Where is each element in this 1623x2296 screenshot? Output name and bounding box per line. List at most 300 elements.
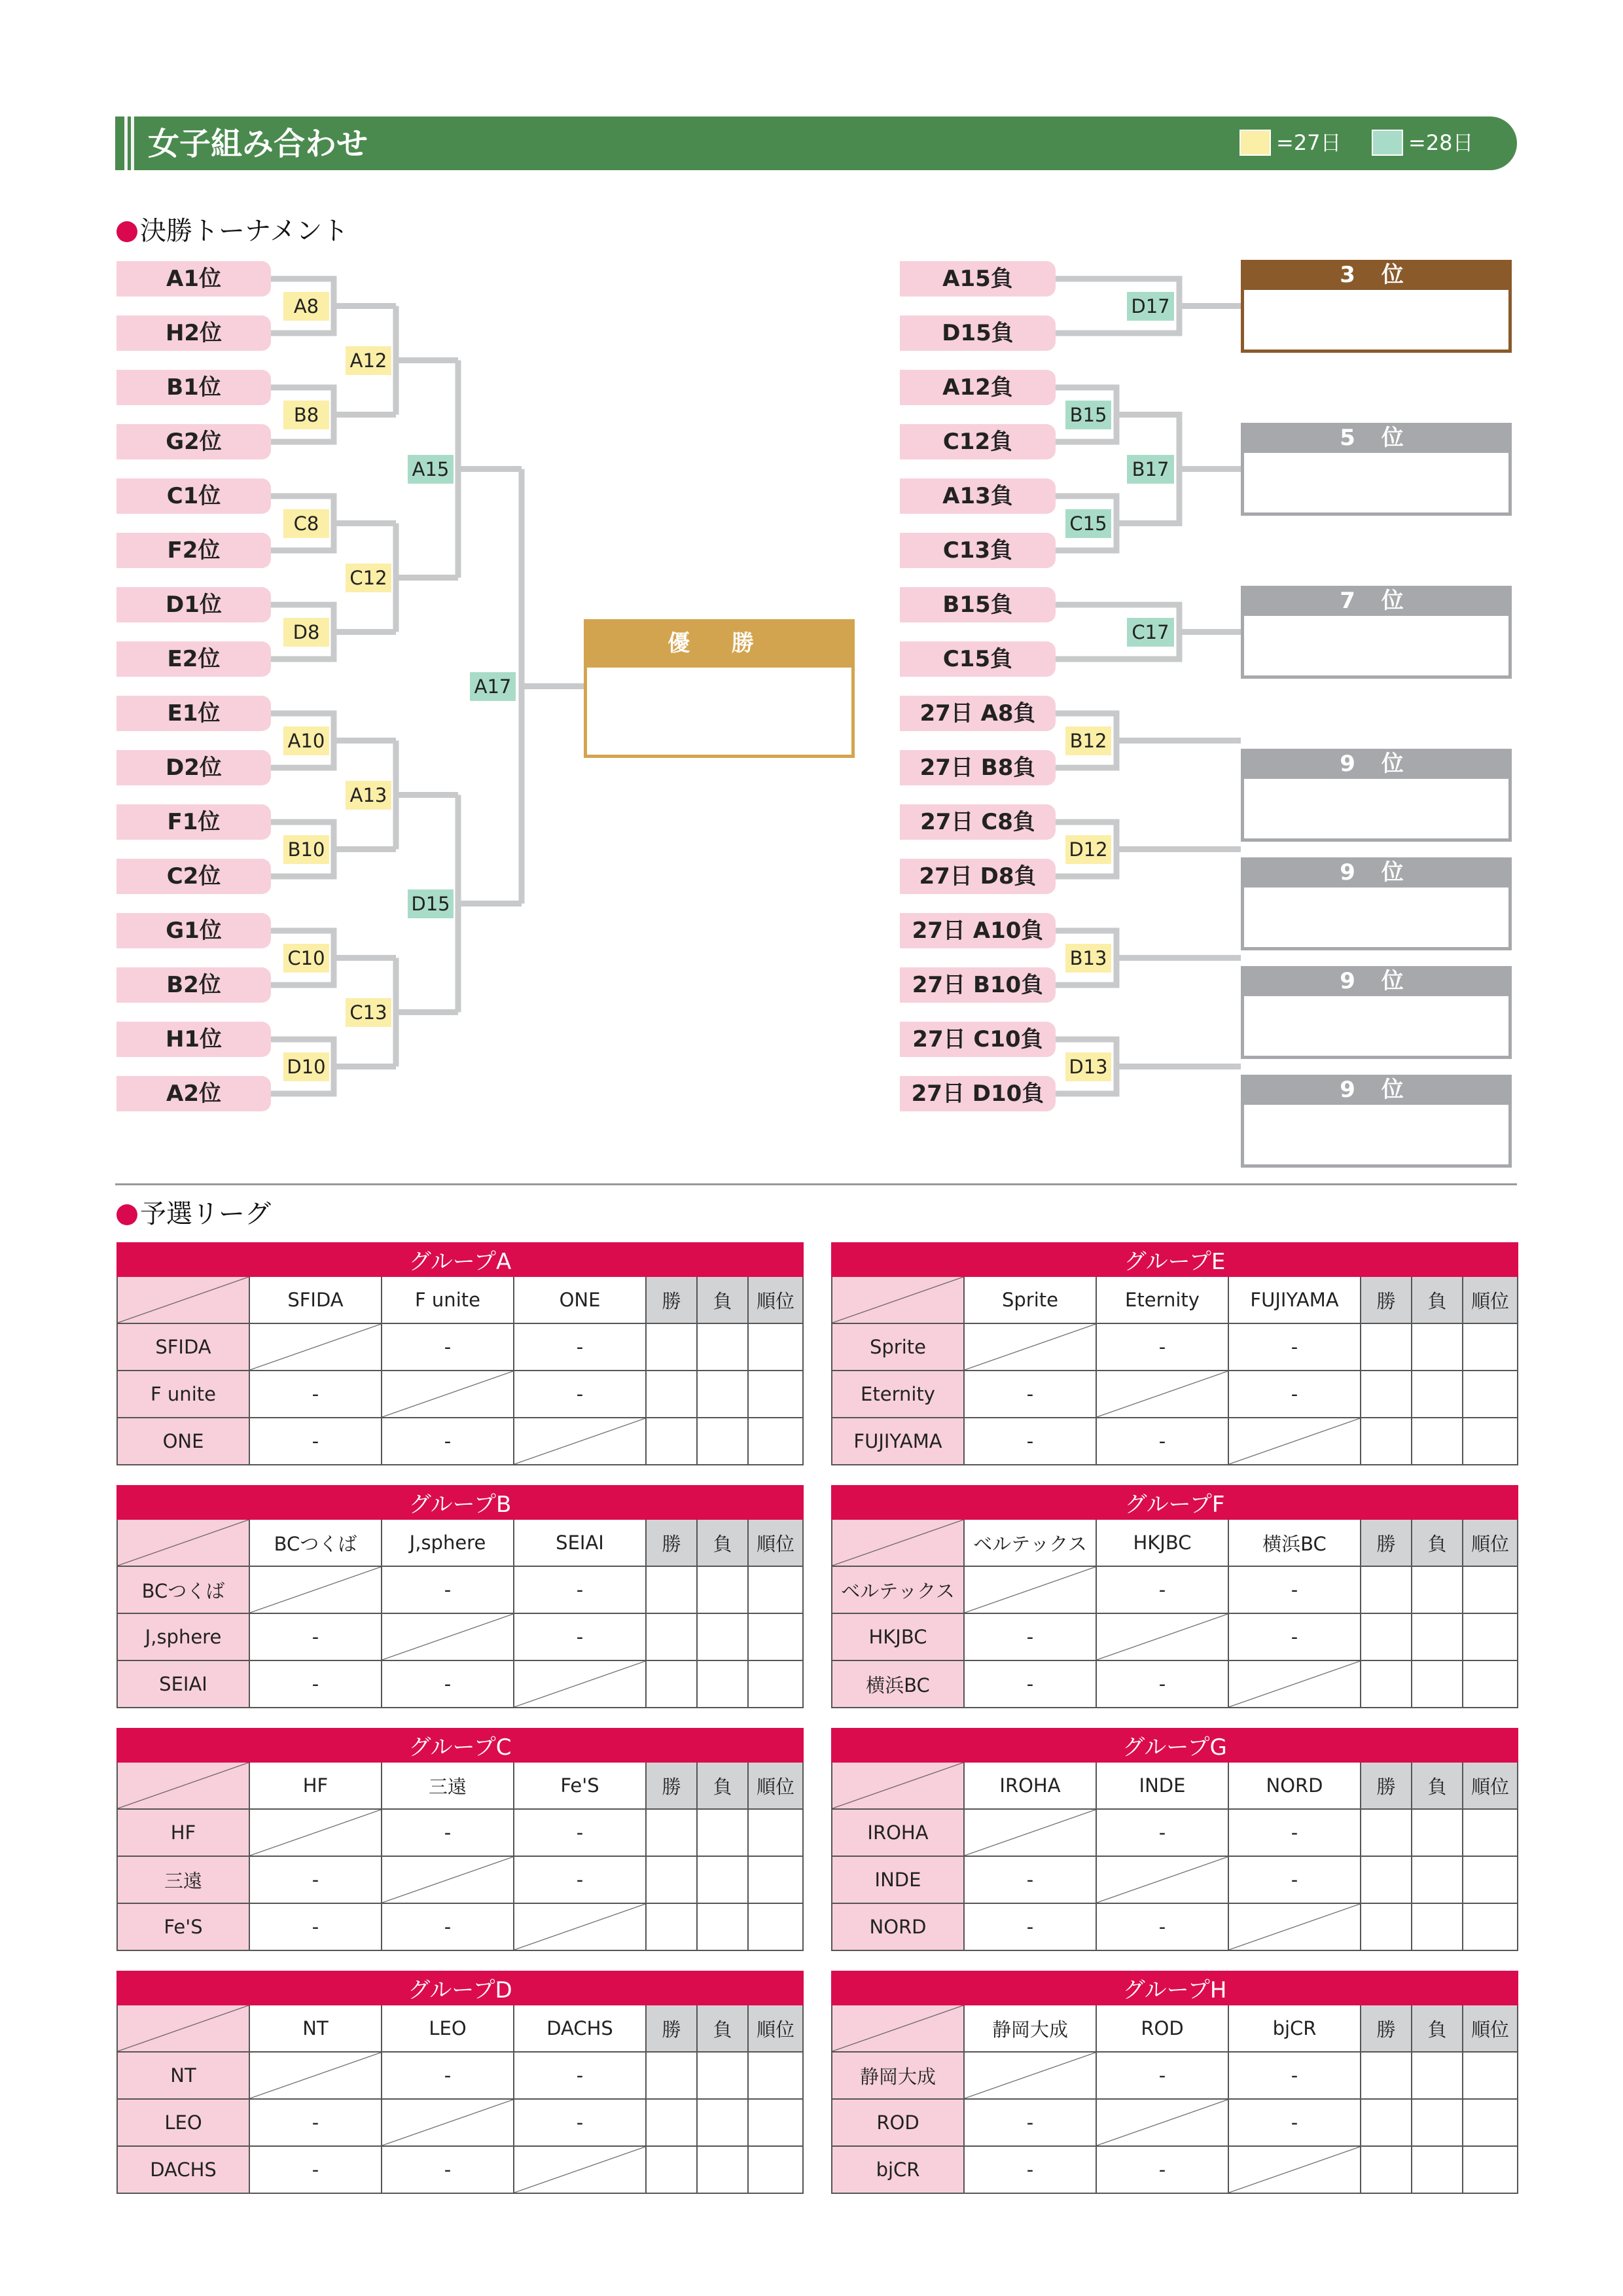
self-match-cell bbox=[249, 1566, 382, 1613]
match-label: C8 bbox=[283, 509, 329, 538]
row-team: Sprite bbox=[832, 1323, 964, 1371]
match-label: A12 bbox=[346, 346, 391, 375]
table-row bbox=[117, 1856, 803, 1903]
match-label: B15 bbox=[1065, 401, 1111, 429]
stat-cell bbox=[1412, 2052, 1463, 2099]
self-match-cell bbox=[1096, 1856, 1228, 1903]
seed-entry: E2位 bbox=[116, 641, 271, 677]
match-label: C10 bbox=[283, 944, 329, 973]
stat-header: 勝 bbox=[646, 1519, 697, 1566]
match-label: B13 bbox=[1065, 944, 1111, 973]
result-cell: - bbox=[249, 1903, 382, 1950]
stat-cell bbox=[1412, 1613, 1463, 1660]
stat-header: 順位 bbox=[1463, 1519, 1518, 1566]
stat-header: 負 bbox=[1412, 1762, 1463, 1809]
result-cell: - bbox=[964, 2146, 1096, 2193]
column-team: bjCR bbox=[1228, 2005, 1361, 2052]
stat-cell bbox=[697, 1566, 748, 1613]
placement-entry: B15負 bbox=[900, 587, 1056, 622]
result-cell: - bbox=[514, 2052, 646, 2099]
stat-cell bbox=[697, 1809, 748, 1856]
self-match-cell bbox=[1096, 1371, 1228, 1418]
placement-entry: D15負 bbox=[900, 315, 1056, 351]
league-heading-text: 予選リーグ bbox=[140, 1199, 271, 1229]
column-team: DACHS bbox=[514, 2005, 646, 2052]
table-row bbox=[832, 1660, 1518, 1708]
stat-header: 負 bbox=[697, 1762, 748, 1809]
stat-header: 負 bbox=[1412, 1276, 1463, 1323]
placement-entry: 27日 D8負 bbox=[900, 859, 1056, 894]
row-team: NORD bbox=[832, 1903, 964, 1950]
placement-entry: A13負 bbox=[900, 478, 1056, 514]
result-cell: - bbox=[382, 1809, 514, 1856]
stat-cell bbox=[697, 1856, 748, 1903]
league-table bbox=[831, 1485, 1518, 1708]
column-team: J,sphere bbox=[382, 1519, 514, 1566]
result-cell: - bbox=[1096, 2146, 1228, 2193]
stat-cell bbox=[1463, 1903, 1518, 1950]
stat-cell bbox=[748, 1323, 803, 1371]
league-table bbox=[116, 1485, 804, 1708]
stat-cell bbox=[1412, 1371, 1463, 1418]
result-cell: - bbox=[382, 1323, 514, 1371]
stat-cell bbox=[1463, 2052, 1518, 2099]
column-team: 静岡大成 bbox=[964, 2005, 1096, 2052]
table-row bbox=[117, 1903, 803, 1950]
result-cell: - bbox=[964, 1418, 1096, 1465]
row-team: HF bbox=[117, 1809, 249, 1856]
result-cell: - bbox=[382, 1566, 514, 1613]
row-team: HKJBC bbox=[832, 1613, 964, 1660]
result-cell: - bbox=[382, 1903, 514, 1950]
stat-cell bbox=[1412, 2099, 1463, 2146]
table-row bbox=[117, 1371, 803, 1418]
stat-cell bbox=[1412, 1566, 1463, 1613]
placement-entry: 27日 B8負 bbox=[900, 750, 1056, 785]
seed-entry: F2位 bbox=[116, 533, 271, 568]
self-match-cell bbox=[382, 2099, 514, 2146]
stat-cell bbox=[1361, 1323, 1412, 1371]
result-cell: - bbox=[1228, 1613, 1361, 1660]
stat-cell bbox=[1463, 1418, 1518, 1465]
result-cell: - bbox=[382, 1418, 514, 1465]
result-cell: - bbox=[514, 1566, 646, 1613]
column-team: ROD bbox=[1096, 2005, 1228, 2052]
result-cell: - bbox=[514, 1323, 646, 1371]
self-match-cell bbox=[964, 1566, 1096, 1613]
stat-cell bbox=[1361, 1613, 1412, 1660]
stat-cell bbox=[1361, 1856, 1412, 1903]
stat-cell bbox=[748, 1856, 803, 1903]
table-row bbox=[117, 1613, 803, 1660]
champion-box bbox=[584, 619, 855, 758]
result-cell: - bbox=[249, 2099, 382, 2146]
section-divider bbox=[115, 1183, 1517, 1185]
row-team: 横浜BC bbox=[832, 1660, 964, 1708]
placement-entry: A15負 bbox=[900, 261, 1056, 296]
seed-entry: B1位 bbox=[116, 370, 271, 405]
row-team: J,sphere bbox=[117, 1613, 249, 1660]
column-team: HKJBC bbox=[1096, 1519, 1228, 1566]
table-row bbox=[117, 1323, 803, 1371]
result-cell: - bbox=[249, 1371, 382, 1418]
league-table bbox=[831, 1728, 1518, 1951]
row-team: INDE bbox=[832, 1856, 964, 1903]
rank-box bbox=[1241, 586, 1512, 679]
placement-entry: 27日 A10負 bbox=[900, 913, 1056, 948]
column-team: 横浜BC bbox=[1228, 1519, 1361, 1566]
result-cell: - bbox=[964, 1660, 1096, 1708]
table-row bbox=[832, 1323, 1518, 1371]
stat-cell bbox=[697, 1613, 748, 1660]
seed-entry: C2位 bbox=[116, 859, 271, 894]
stat-cell bbox=[1463, 2099, 1518, 2146]
table-row bbox=[117, 1660, 803, 1708]
column-team: Sprite bbox=[964, 1276, 1096, 1323]
column-team: Fe'S bbox=[514, 1762, 646, 1809]
stat-header: 勝 bbox=[646, 1762, 697, 1809]
rank-box bbox=[1241, 423, 1512, 516]
result-cell: - bbox=[964, 1613, 1096, 1660]
placement-entry: 27日 B10負 bbox=[900, 967, 1056, 1003]
result-cell: - bbox=[249, 1418, 382, 1465]
self-match-cell bbox=[1228, 1903, 1361, 1950]
legend-label-27: =27日 bbox=[1276, 130, 1342, 155]
table-row bbox=[832, 1856, 1518, 1903]
stat-cell bbox=[1361, 1809, 1412, 1856]
match-label: B17 bbox=[1127, 455, 1174, 484]
stat-header: 負 bbox=[1412, 1519, 1463, 1566]
stat-cell bbox=[1412, 2146, 1463, 2193]
stat-cell bbox=[1463, 1566, 1518, 1613]
self-match-cell bbox=[249, 2052, 382, 2099]
result-cell: - bbox=[1096, 2052, 1228, 2099]
group-title: グループE bbox=[832, 1243, 1518, 1276]
stat-cell bbox=[1412, 1856, 1463, 1903]
self-match-cell bbox=[382, 1371, 514, 1418]
match-label: B10 bbox=[283, 835, 329, 864]
result-cell: - bbox=[514, 1613, 646, 1660]
self-match-cell bbox=[1096, 1613, 1228, 1660]
self-match-cell bbox=[1228, 1660, 1361, 1708]
table-row bbox=[832, 2052, 1518, 2099]
stat-cell bbox=[697, 1418, 748, 1465]
seed-entry: A1位 bbox=[116, 261, 271, 296]
match-label: C13 bbox=[346, 998, 391, 1027]
self-match-cell bbox=[514, 1660, 646, 1708]
stat-cell bbox=[748, 2146, 803, 2193]
result-cell: - bbox=[249, 1613, 382, 1660]
legend-label-28: =28日 bbox=[1408, 130, 1474, 155]
table-row bbox=[117, 2146, 803, 2193]
column-team: NORD bbox=[1228, 1762, 1361, 1809]
stat-cell bbox=[1463, 2146, 1518, 2193]
result-cell: - bbox=[1228, 1371, 1361, 1418]
placement-entry: C15負 bbox=[900, 641, 1056, 677]
group-title: グループC bbox=[117, 1729, 803, 1762]
result-cell: - bbox=[382, 2146, 514, 2193]
seed-entry: C1位 bbox=[116, 478, 271, 514]
column-team: SEIAI bbox=[514, 1519, 646, 1566]
result-cell: - bbox=[514, 1371, 646, 1418]
row-team: SFIDA bbox=[117, 1323, 249, 1371]
stat-header: 負 bbox=[697, 1276, 748, 1323]
self-match-cell bbox=[964, 1809, 1096, 1856]
seed-entry: G2位 bbox=[116, 424, 271, 459]
column-team: INDE bbox=[1096, 1762, 1228, 1809]
result-cell: - bbox=[1228, 1566, 1361, 1613]
league-table bbox=[116, 1971, 804, 2194]
champion-title: 優 勝 bbox=[584, 619, 855, 668]
stat-header: 順位 bbox=[748, 1762, 803, 1809]
match-label: C15 bbox=[1065, 509, 1111, 538]
tournament-heading-text: 決勝トーナメント bbox=[140, 216, 349, 246]
stat-cell bbox=[697, 2099, 748, 2146]
stat-header: 勝 bbox=[1361, 1276, 1412, 1323]
stat-cell bbox=[646, 1809, 697, 1856]
stat-cell bbox=[748, 1371, 803, 1418]
stat-cell bbox=[748, 2052, 803, 2099]
self-match-cell bbox=[382, 1856, 514, 1903]
table-corner bbox=[832, 2005, 964, 2052]
stat-cell bbox=[646, 2146, 697, 2193]
stat-header: 順位 bbox=[748, 2005, 803, 2052]
stat-header: 順位 bbox=[1463, 1762, 1518, 1809]
group-title: グループB bbox=[117, 1486, 803, 1519]
row-team: ROD bbox=[832, 2099, 964, 2146]
stat-cell bbox=[1361, 1660, 1412, 1708]
row-team: Fe'S bbox=[117, 1903, 249, 1950]
stat-cell bbox=[646, 1371, 697, 1418]
result-cell: - bbox=[249, 1856, 382, 1903]
seed-entry: A2位 bbox=[116, 1076, 271, 1111]
group-title: グループG bbox=[832, 1729, 1518, 1762]
table-corner bbox=[832, 1519, 964, 1566]
stat-header: 勝 bbox=[1361, 1762, 1412, 1809]
placement-entry: 27日 C10負 bbox=[900, 1022, 1056, 1057]
stat-cell bbox=[748, 1418, 803, 1465]
placement-entry: C13負 bbox=[900, 533, 1056, 568]
rank-box bbox=[1241, 1075, 1512, 1168]
stat-cell bbox=[1361, 1418, 1412, 1465]
column-team: F unite bbox=[382, 1276, 514, 1323]
column-team: BCつくば bbox=[249, 1519, 382, 1566]
result-cell: - bbox=[514, 1809, 646, 1856]
match-label: A10 bbox=[283, 726, 329, 755]
stat-cell bbox=[748, 1903, 803, 1950]
result-cell: - bbox=[964, 1903, 1096, 1950]
stat-header: 勝 bbox=[1361, 2005, 1412, 2052]
stat-cell bbox=[646, 1903, 697, 1950]
stat-cell bbox=[1463, 1613, 1518, 1660]
stat-cell bbox=[1463, 1660, 1518, 1708]
rank-title: 3 位 bbox=[1241, 260, 1512, 290]
table-row bbox=[832, 2099, 1518, 2146]
league-table bbox=[831, 1242, 1518, 1465]
row-team: ONE bbox=[117, 1418, 249, 1465]
row-team: ベルテックス bbox=[832, 1566, 964, 1613]
stat-header: 負 bbox=[697, 1519, 748, 1566]
placement-entry: 27日 D10負 bbox=[900, 1076, 1056, 1111]
stat-cell bbox=[1361, 1903, 1412, 1950]
table-corner bbox=[832, 1762, 964, 1809]
stat-cell bbox=[697, 1323, 748, 1371]
self-match-cell bbox=[514, 2146, 646, 2193]
table-row bbox=[832, 1809, 1518, 1856]
table-corner bbox=[117, 1276, 249, 1323]
result-cell: - bbox=[514, 1856, 646, 1903]
row-team: IROHA bbox=[832, 1809, 964, 1856]
rank-box bbox=[1241, 749, 1512, 842]
result-cell: - bbox=[1096, 1323, 1228, 1371]
table-row bbox=[117, 2052, 803, 2099]
league-table bbox=[831, 1971, 1518, 2194]
result-cell: - bbox=[1228, 1856, 1361, 1903]
match-label: C12 bbox=[346, 564, 391, 592]
result-cell: - bbox=[382, 2052, 514, 2099]
rank-title: 9 位 bbox=[1241, 749, 1512, 779]
column-team: HF bbox=[249, 1762, 382, 1809]
row-team: FUJIYAMA bbox=[832, 1418, 964, 1465]
match-label: D12 bbox=[1065, 835, 1111, 864]
rank-title: 9 位 bbox=[1241, 1075, 1512, 1105]
table-corner bbox=[117, 1519, 249, 1566]
column-team: ONE bbox=[514, 1276, 646, 1323]
result-cell: - bbox=[1096, 1809, 1228, 1856]
column-team: LEO bbox=[382, 2005, 514, 2052]
league-table bbox=[116, 1728, 804, 1951]
group-title: グループD bbox=[117, 1971, 803, 2005]
match-label: D15 bbox=[408, 889, 454, 918]
seed-entry: D1位 bbox=[116, 587, 271, 622]
seed-entry: B2位 bbox=[116, 967, 271, 1003]
stat-header: 負 bbox=[697, 2005, 748, 2052]
stat-cell bbox=[748, 2099, 803, 2146]
stat-cell bbox=[646, 1418, 697, 1465]
row-team: Eternity bbox=[832, 1371, 964, 1418]
stat-cell bbox=[1412, 1323, 1463, 1371]
placement-entry: A12負 bbox=[900, 370, 1056, 405]
table-row bbox=[117, 1809, 803, 1856]
placement-entry: C12負 bbox=[900, 424, 1056, 459]
rank-box bbox=[1241, 857, 1512, 950]
stat-cell bbox=[748, 1809, 803, 1856]
match-label: D17 bbox=[1127, 292, 1174, 321]
table-corner bbox=[832, 1276, 964, 1323]
stat-cell bbox=[1361, 2099, 1412, 2146]
stat-cell bbox=[748, 1566, 803, 1613]
stat-header: 負 bbox=[1412, 2005, 1463, 2052]
seed-entry: G1位 bbox=[116, 913, 271, 948]
row-team: LEO bbox=[117, 2099, 249, 2146]
row-team: F unite bbox=[117, 1371, 249, 1418]
stat-cell bbox=[646, 1323, 697, 1371]
self-match-cell bbox=[1228, 2146, 1361, 2193]
table-row bbox=[117, 1566, 803, 1613]
table-row bbox=[832, 1418, 1518, 1465]
match-label: C17 bbox=[1127, 618, 1174, 647]
stat-cell bbox=[748, 1660, 803, 1708]
result-cell: - bbox=[1096, 1566, 1228, 1613]
stat-cell bbox=[646, 1856, 697, 1903]
column-team: 三遠 bbox=[382, 1762, 514, 1809]
stat-cell bbox=[1412, 1809, 1463, 1856]
row-team: DACHS bbox=[117, 2146, 249, 2193]
stat-cell bbox=[748, 1613, 803, 1660]
rank-title: 9 位 bbox=[1241, 966, 1512, 996]
table-row bbox=[832, 1903, 1518, 1950]
league-table bbox=[116, 1242, 804, 1465]
row-team: 静岡大成 bbox=[832, 2052, 964, 2099]
seed-entry: D2位 bbox=[116, 750, 271, 785]
match-label: D13 bbox=[1065, 1052, 1111, 1081]
seed-entry: H1位 bbox=[116, 1022, 271, 1057]
stat-cell bbox=[1361, 2052, 1412, 2099]
result-cell: - bbox=[249, 2146, 382, 2193]
placement-entry: 27日 A8負 bbox=[900, 696, 1056, 731]
column-team: Eternity bbox=[1096, 1276, 1228, 1323]
stat-cell bbox=[1463, 1371, 1518, 1418]
table-row bbox=[832, 1613, 1518, 1660]
match-label: A15 bbox=[408, 455, 454, 484]
group-title: グループA bbox=[117, 1243, 803, 1276]
stat-cell bbox=[697, 1660, 748, 1708]
match-label: D10 bbox=[283, 1052, 329, 1081]
self-match-cell bbox=[382, 1613, 514, 1660]
result-cell: - bbox=[382, 1660, 514, 1708]
column-team: IROHA bbox=[964, 1762, 1096, 1809]
result-cell: - bbox=[514, 2099, 646, 2146]
rank-box bbox=[1241, 260, 1512, 353]
stat-header: 順位 bbox=[1463, 1276, 1518, 1323]
table-row bbox=[832, 1566, 1518, 1613]
stat-cell bbox=[1412, 1903, 1463, 1950]
placement-entry: 27日 C8負 bbox=[900, 804, 1056, 840]
stat-cell bbox=[1463, 1856, 1518, 1903]
stat-cell bbox=[1412, 1418, 1463, 1465]
rank-title: 9 位 bbox=[1241, 857, 1512, 888]
stat-cell bbox=[646, 1660, 697, 1708]
match-label: A8 bbox=[283, 292, 329, 321]
table-row bbox=[117, 1418, 803, 1465]
stat-header: 勝 bbox=[646, 1276, 697, 1323]
self-match-cell bbox=[514, 1903, 646, 1950]
stat-cell bbox=[1361, 1566, 1412, 1613]
stat-header: 順位 bbox=[1463, 2005, 1518, 2052]
self-match-cell bbox=[964, 2052, 1096, 2099]
stat-cell bbox=[697, 1371, 748, 1418]
result-cell: - bbox=[964, 1856, 1096, 1903]
bullet-icon bbox=[116, 1204, 137, 1225]
group-title: グループF bbox=[832, 1486, 1518, 1519]
column-team: FUJIYAMA bbox=[1228, 1276, 1361, 1323]
result-cell: - bbox=[1096, 1903, 1228, 1950]
result-cell: - bbox=[1228, 1809, 1361, 1856]
self-match-cell bbox=[249, 1323, 382, 1371]
stat-cell bbox=[1412, 1660, 1463, 1708]
stat-cell bbox=[697, 1903, 748, 1950]
column-team: NT bbox=[249, 2005, 382, 2052]
league-heading bbox=[116, 1198, 271, 1230]
stat-cell bbox=[1361, 2146, 1412, 2193]
stat-cell bbox=[646, 2052, 697, 2099]
self-match-cell bbox=[964, 1323, 1096, 1371]
seed-entry: F1位 bbox=[116, 804, 271, 840]
table-corner bbox=[117, 1762, 249, 1809]
row-team: bjCR bbox=[832, 2146, 964, 2193]
row-team: NT bbox=[117, 2052, 249, 2099]
result-cell: - bbox=[1096, 1418, 1228, 1465]
